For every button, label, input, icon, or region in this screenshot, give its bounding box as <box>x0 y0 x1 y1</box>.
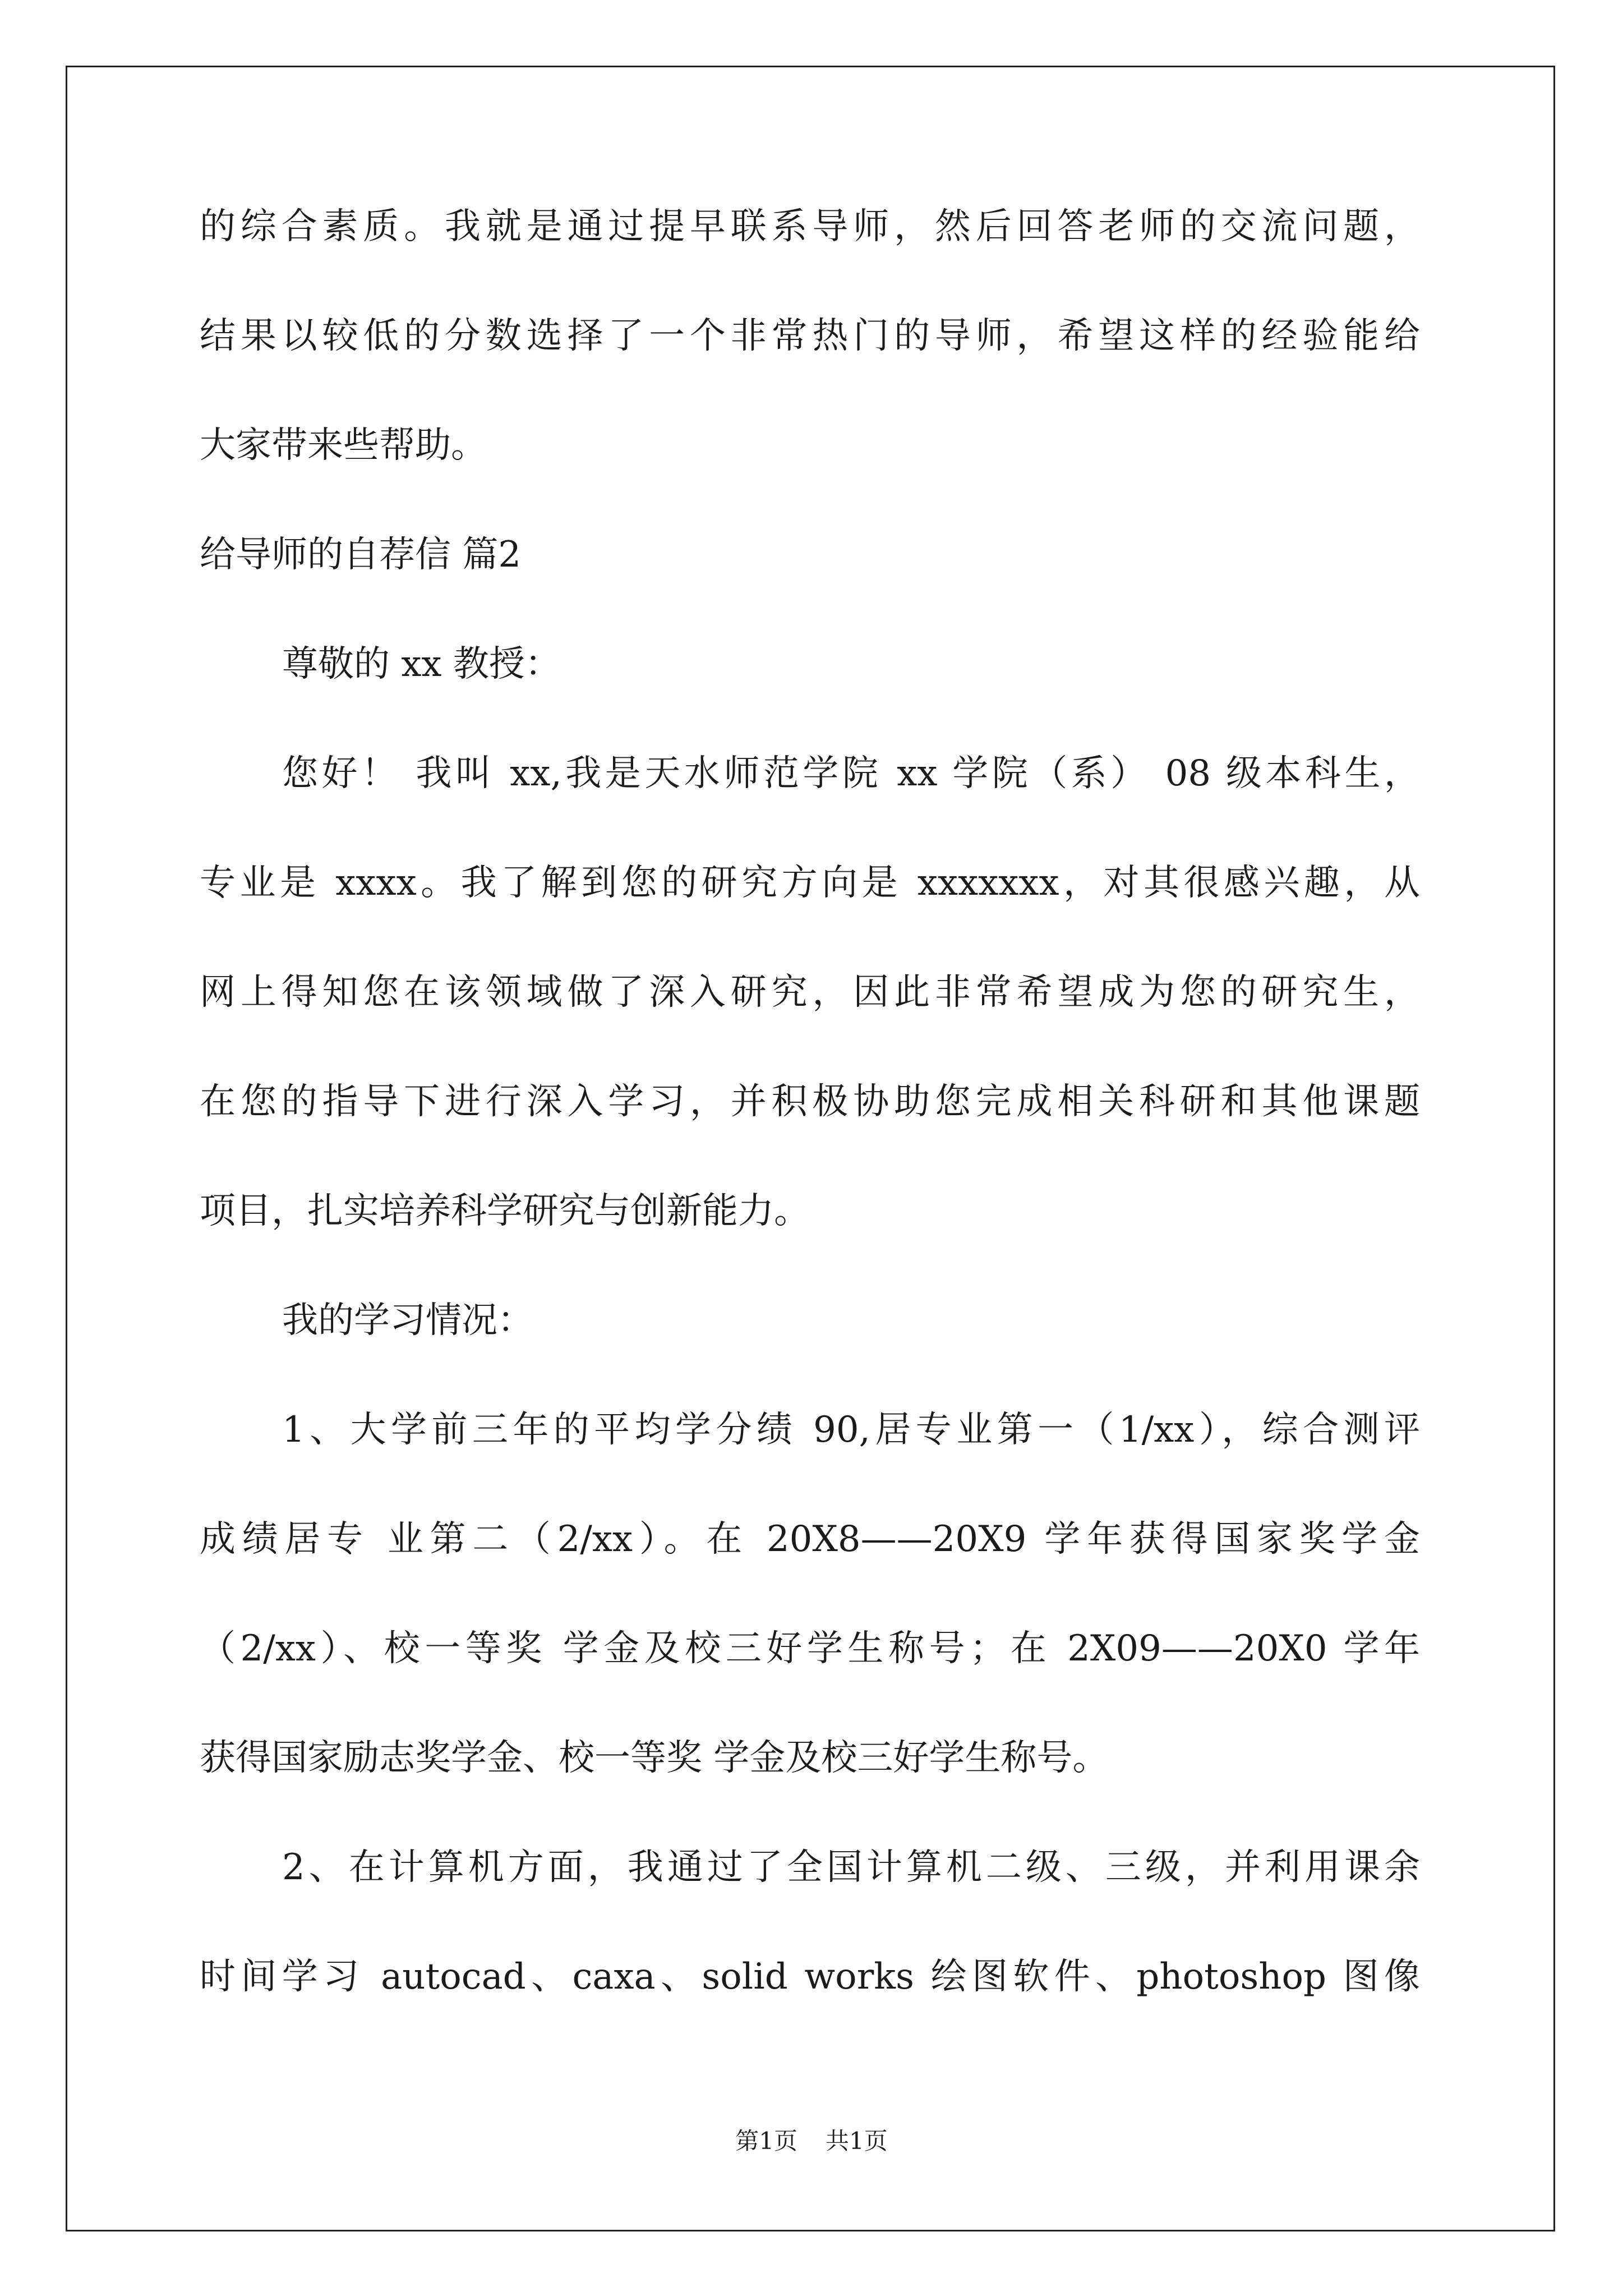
paragraph-line: 在您的指导下进行深入学习，并积极协助您完成相关科研和其他课题 <box>200 1081 1420 1122</box>
paragraph-line: 的综合素质。我就是通过提早联系导师，然后回答老师的交流问题， <box>200 206 1420 247</box>
paragraph-line: 大家带来些帮助。 <box>200 425 487 466</box>
paragraph-line: （2/xx）、校一等奖 学金及校三好学生称号；在 2X09——20X0 学年 <box>200 1628 1420 1669</box>
paragraph-line: 网上得知您在该领域做了深入研究，因此非常希望成为您的研究生， <box>200 972 1420 1013</box>
paragraph-line: 成绩居专 业第二（2/xx）。在 20X8——20X9 学年获得国家奖学金 <box>200 1519 1420 1560</box>
document-body <box>200 206 1420 1998</box>
paragraph-line: 项目，扎实培养科学研究与创新能力。 <box>200 1190 810 1232</box>
paragraph-line: 结果以较低的分数选择了一个非常热门的导师，希望这样的经验能给 <box>200 315 1420 357</box>
paragraph-line: 获得国家励志奖学金、校一等奖 学金及校三好学生称号。 <box>200 1737 1109 1779</box>
paragraph-line: 2、在计算机方面，我通过了全国计算机二级、三级，并利用课余 <box>282 1847 1420 1888</box>
paragraph-line: 1、大学前三年的平均学分绩 90,居专业第一（1/xx），综合测评 <box>282 1409 1420 1451</box>
page-total: 共1页 <box>826 2127 888 2155</box>
subheading: 我的学习情况： <box>282 1300 533 1341</box>
section-heading: 给导师的自荐信 篇2 <box>200 534 522 576</box>
paragraph-line: 时间学习 autocad、caxa、solid works 绘图软件、photoshop 图像 <box>200 1956 1420 1998</box>
paragraph-line: 您好！ 我叫 xx,我是天水师范学院 xx 学院（系） 08 级本科生， <box>282 753 1420 794</box>
page-footer <box>0 2129 1623 2153</box>
page-number: 第1页 <box>735 2127 797 2155</box>
salutation: 尊敬的 xx 教授： <box>282 643 561 685</box>
paragraph-line: 专业是 xxxx。我了解到您的研究方向是 xxxxxxx，对其很感兴趣，从 <box>200 862 1420 904</box>
